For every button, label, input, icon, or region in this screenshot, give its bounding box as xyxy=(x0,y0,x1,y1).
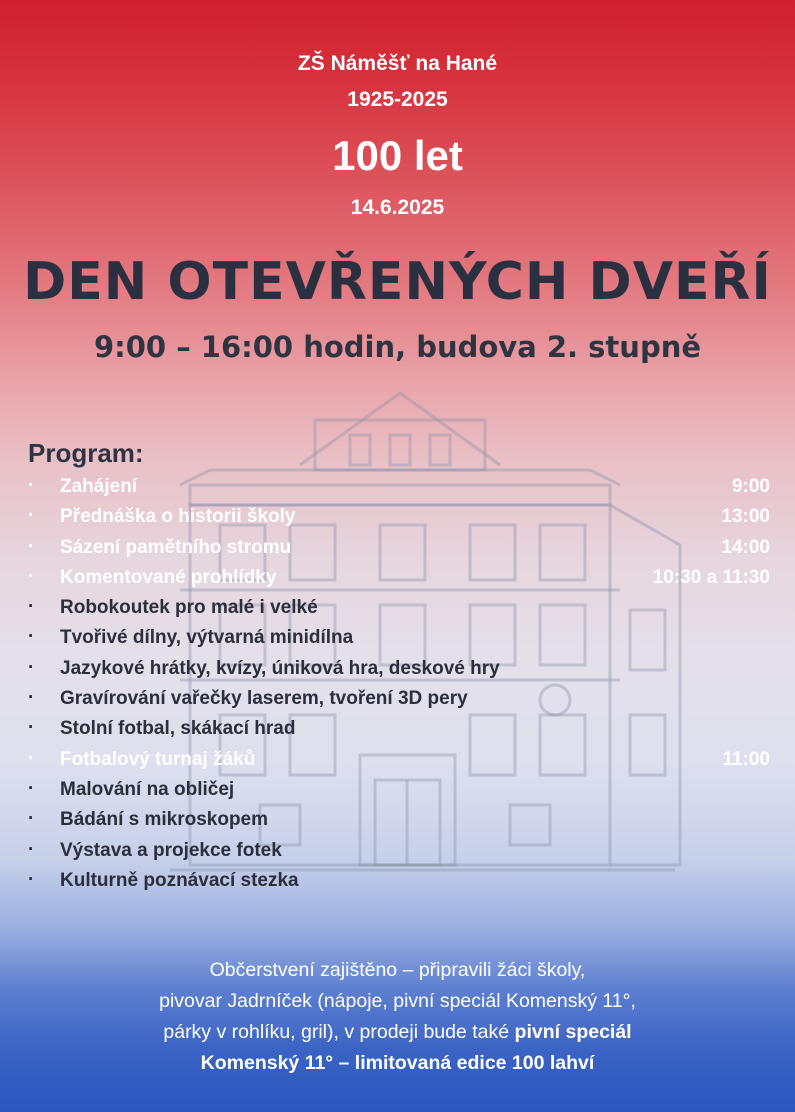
program-activity: Jazykové hrátky, kvízy, úniková hra, deskové hry xyxy=(60,657,500,679)
program-list xyxy=(0,473,795,897)
refreshments-line: pivovar Jadrníček (nápoje, pivní speciál Komenský 11°, xyxy=(159,990,636,1012)
program-activity: Výstava a projekce fotek xyxy=(60,839,282,861)
program-item xyxy=(0,503,795,533)
program-title: Program: xyxy=(28,438,144,468)
refreshments-line xyxy=(0,1017,795,1048)
refreshments-text: párky v rohlíku, gril), v prodeji bude také xyxy=(163,1021,515,1043)
program-item xyxy=(0,715,795,745)
program-item xyxy=(0,776,795,806)
program-item xyxy=(0,746,795,776)
bullet-icon: · xyxy=(28,535,35,557)
program-activity: Přednáška o historii školy xyxy=(60,506,296,528)
school-name: ZŠ Náměšť na Hané xyxy=(297,52,498,75)
opening-hours: 9:00 – 16:00 hodin, budova 2. stupně xyxy=(93,330,702,364)
program-activity: Fotbalový turnaj žáků xyxy=(60,748,256,770)
program-time: 11:00 xyxy=(722,748,770,770)
bullet-icon: · xyxy=(28,808,35,830)
beer-special-highlight: pivní speciál xyxy=(514,1021,632,1043)
program-item xyxy=(0,655,795,685)
bullet-icon: · xyxy=(28,475,35,496)
program-item xyxy=(0,685,795,715)
headline: DEN OTEVŘENÝCH DVEŘÍ xyxy=(23,252,772,312)
program-activity: Malování na obličej xyxy=(60,778,235,800)
program-item xyxy=(0,594,795,624)
program-time: 10:30 a 11:30 xyxy=(652,566,770,588)
program-item xyxy=(0,624,795,654)
bullet-icon: · xyxy=(28,717,35,739)
refreshments-note xyxy=(0,955,795,1079)
years: 1925-2025 xyxy=(347,88,448,111)
program-activity: Sázení pamětního stromu xyxy=(60,536,292,558)
program-activity: Zahájení xyxy=(60,476,138,497)
program-item xyxy=(0,534,795,564)
bullet-icon: · xyxy=(28,777,35,799)
program-activity: Robokoutek pro malé i velké xyxy=(60,597,318,619)
program-activity: Tvořivé dílny, výtvarná minidílna xyxy=(60,627,354,649)
bullet-icon: · xyxy=(28,838,35,860)
program-activity: Kulturně poznávací stezka xyxy=(60,869,299,891)
refreshments-line: Občerstvení zajištěno – připravili žáci školy, xyxy=(209,959,586,981)
program-activity: Bádání s mikroskopem xyxy=(60,809,269,831)
program-item xyxy=(0,806,795,836)
program-time: 9:00 xyxy=(731,476,770,497)
bullet-icon: · xyxy=(28,596,35,618)
program-item xyxy=(0,473,795,503)
event-date: 14.6.2025 xyxy=(350,196,445,219)
program-item xyxy=(0,564,795,594)
program-activity: Stolní fotbal, skákací hrad xyxy=(60,718,296,740)
program-time: 13:00 xyxy=(721,506,770,528)
program-time: 14:00 xyxy=(721,536,770,558)
program-item xyxy=(0,867,795,897)
program-activity: Gravírování vařečky laserem, tvoření 3D pery xyxy=(60,688,468,710)
bullet-icon: · xyxy=(28,626,35,648)
bullet-icon: · xyxy=(28,656,35,678)
program-item xyxy=(0,837,795,867)
bullet-icon: · xyxy=(28,505,35,527)
bullet-icon: · xyxy=(28,687,35,709)
beer-edition-highlight: Komenský 11° – limitovaná edice 100 lahví xyxy=(200,1052,595,1074)
bullet-icon: · xyxy=(28,747,35,769)
bullet-icon: · xyxy=(28,565,35,587)
bullet-icon: · xyxy=(28,868,35,890)
program-activity: Komentované prohlídky xyxy=(60,566,277,588)
anniversary: 100 let xyxy=(332,132,463,179)
refreshments-line xyxy=(0,1048,795,1079)
